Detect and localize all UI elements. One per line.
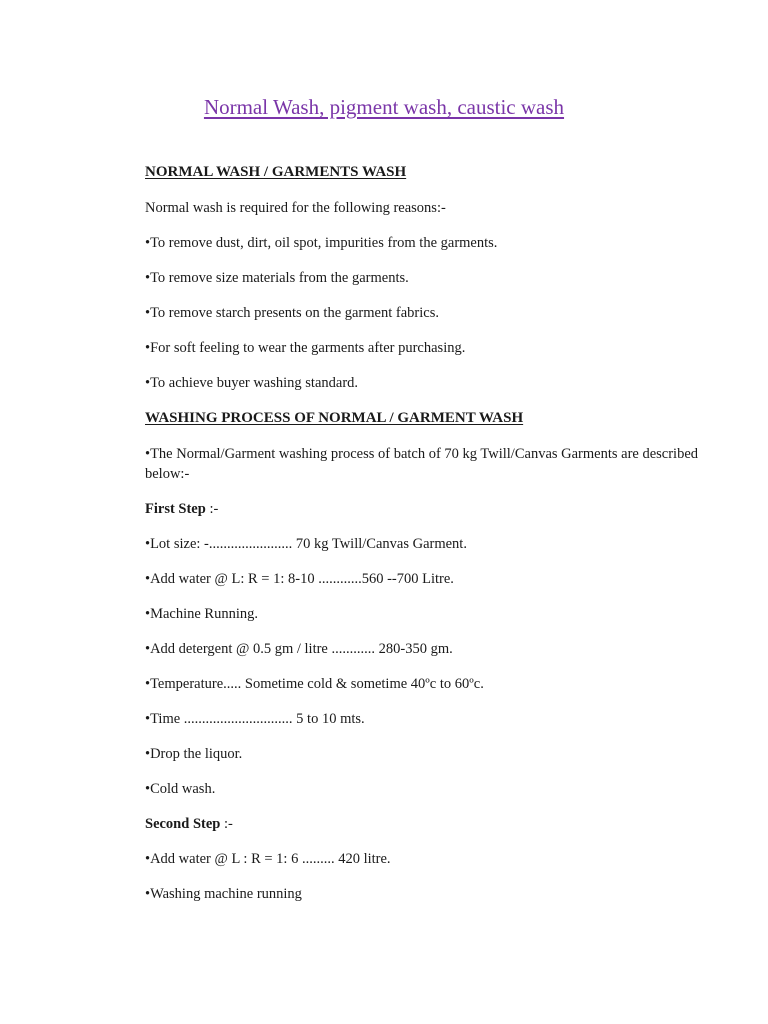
section-intro: Normal wash is required for the following reasons:- bbox=[145, 200, 446, 216]
first-step-item: •Add detergent @ 0.5 gm / litre ............ 280-350 gm. bbox=[145, 641, 453, 657]
second-step-item: •Add water @ L : R = 1: 6 ......... 420 litre. bbox=[145, 851, 391, 867]
reason-item: •To remove starch presents on the garment fabrics. bbox=[145, 305, 439, 321]
section-heading-normal-wash: NORMAL WASH / GARMENTS WASH bbox=[145, 164, 407, 180]
second-step-heading bbox=[145, 814, 705, 834]
reason-item: •To remove size materials from the garments. bbox=[145, 270, 409, 286]
second-step-suffix: :- bbox=[220, 816, 233, 832]
document-title: Normal Wash, pigment wash, caustic wash bbox=[203, 95, 565, 119]
first-step-item: •Drop the liquor. bbox=[145, 746, 243, 762]
reason-item: •To achieve buyer washing standard. bbox=[145, 375, 359, 391]
first-step-item: •Lot size: -....................... 70 kg Twill/Canvas Garment. bbox=[145, 536, 467, 552]
reason-item: •To remove dust, dirt, oil spot, impurities from the garments. bbox=[145, 235, 498, 251]
document-body bbox=[145, 162, 705, 919]
first-step-item: •Cold wash. bbox=[145, 781, 216, 797]
first-step-item: •Add water @ L: R = 1: 8-10 ............560 --700 Litre. bbox=[145, 571, 454, 587]
process-intro: •The Normal/Garment washing process of batch of 70 kg Twill/Canvas Garments are described below:- bbox=[145, 446, 699, 482]
first-step-suffix: :- bbox=[205, 501, 219, 517]
reason-item: •For soft feeling to wear the garments after purchasing. bbox=[145, 340, 466, 356]
first-step-item: •Machine Running. bbox=[145, 606, 259, 622]
first-step-item: •Time .............................. 5 to 10 mts. bbox=[145, 711, 365, 727]
first-step-label: First Step bbox=[145, 501, 206, 517]
section-heading-washing-process: WASHING PROCESS OF NORMAL / GARMENT WASH bbox=[145, 410, 524, 426]
second-step-label: Second Step bbox=[145, 816, 221, 832]
first-step-item: •Temperature..... Sometime cold & sometime 40ºc to 60ºc. bbox=[145, 676, 484, 692]
first-step-heading bbox=[145, 499, 705, 519]
second-step-item: •Washing machine running bbox=[145, 886, 302, 902]
